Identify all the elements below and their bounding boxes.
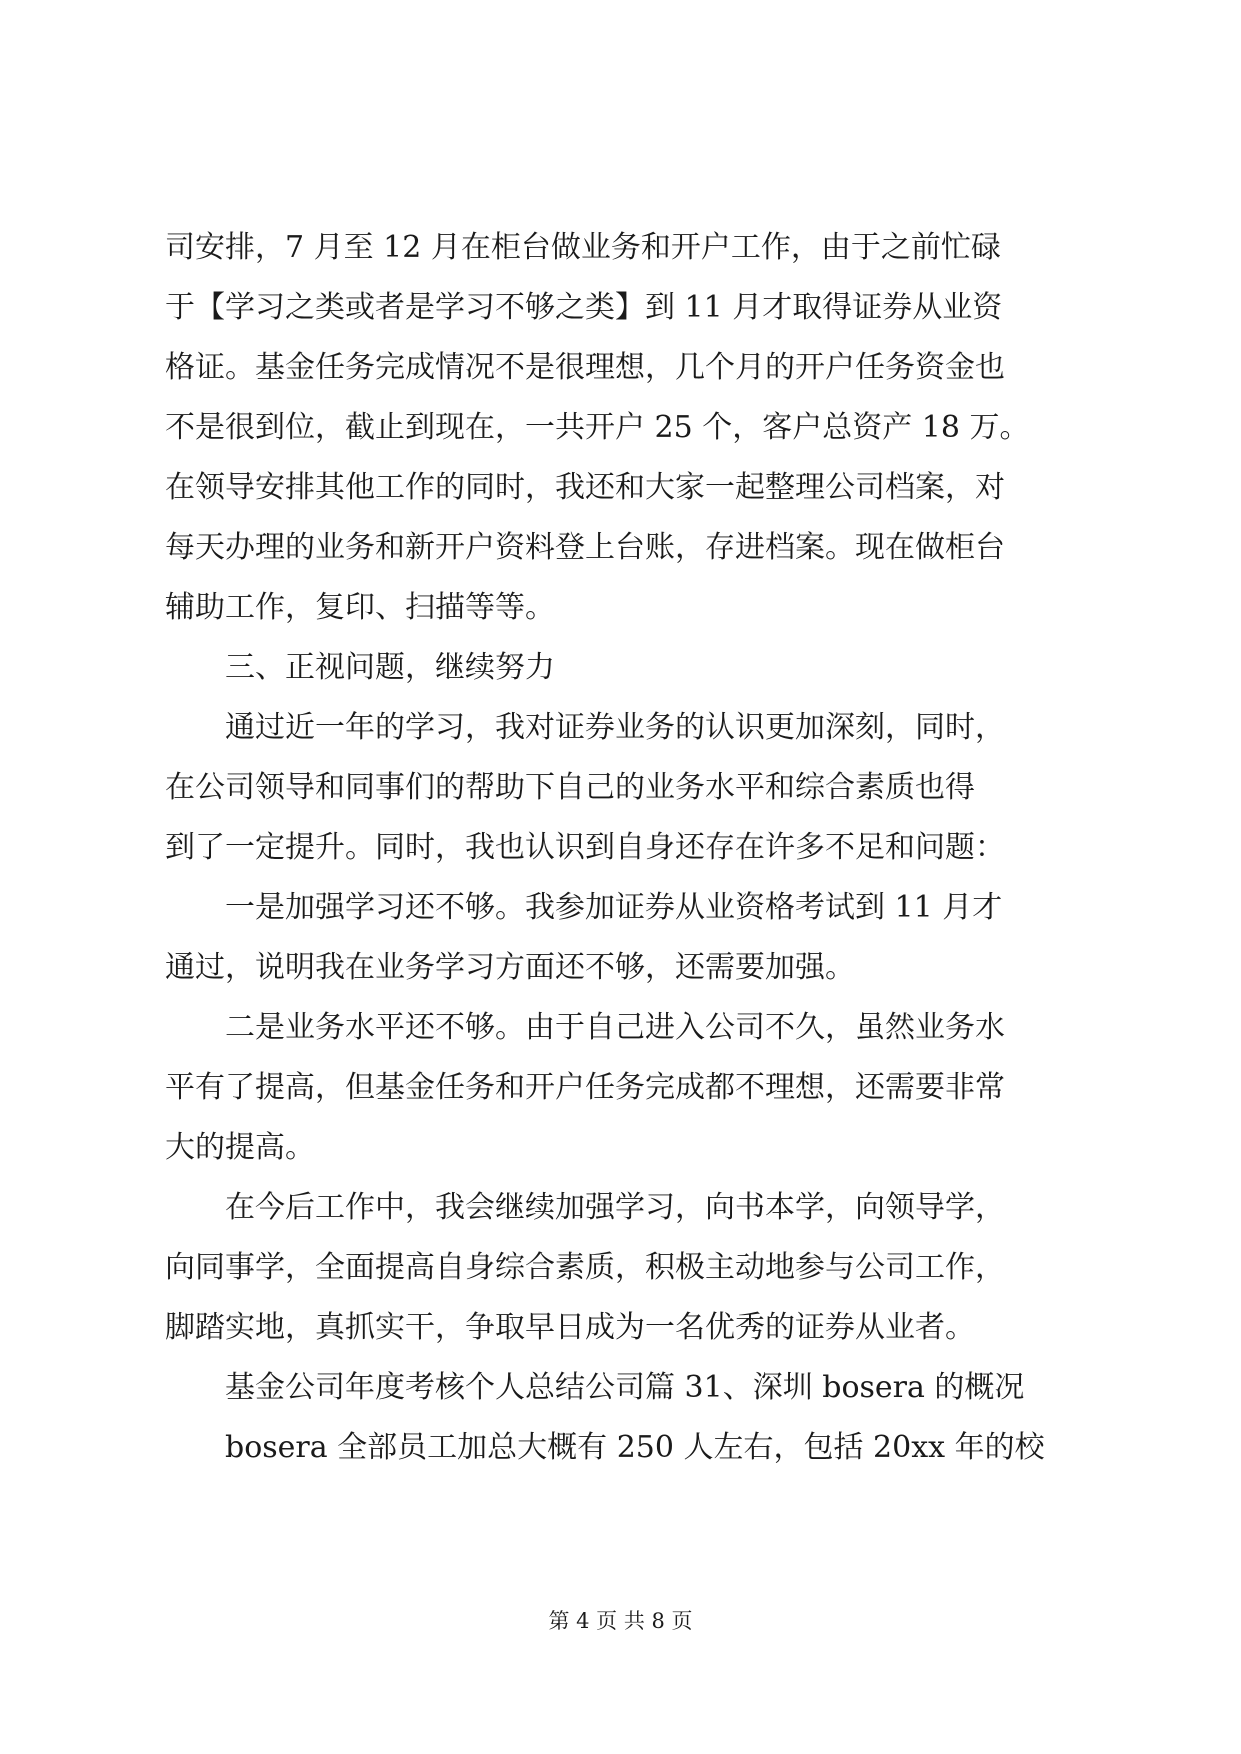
text-line: 在今后工作中，我会继续加强学习，向书本学，向领导学， [165, 1190, 1005, 1225]
text-line: 于【学习之类或者是学习不够之类】到 11 月才取得证券从业资 [165, 290, 1003, 325]
text-line: 司安排，7 月至 12 月在柜台做业务和开户工作，由于之前忙碌 [165, 230, 1001, 265]
page-footer: 第 4 页 共 8 页 [548, 1609, 693, 1633]
text-line: 平有了提高，但基金任务和开户任务完成都不理想，还需要非常 [165, 1070, 1005, 1105]
text-line: 一是加强学习还不够。我参加证券从业资格考试到 11 月才 [165, 890, 1003, 925]
text-line: 脚踏实地，真抓实干，争取早日成为一名优秀的证券从业者。 [165, 1310, 975, 1345]
text-line: 格证。基金任务完成情况不是很理想，几个月的开户任务资金也 [165, 350, 1005, 385]
text-line: 大的提高。 [165, 1130, 315, 1165]
text-line: 通过，说明我在业务学习方面还不够，还需要加强。 [165, 950, 855, 985]
section-heading: 三、正视问题，继续努力 [165, 650, 555, 685]
text-line: 在公司领导和同事们的帮助下自己的业务水平和综合素质也得 [165, 770, 975, 805]
text-line: 通过近一年的学习，我对证券业务的认识更加深刻，同时， [165, 710, 1005, 745]
text-line: 到了一定提升。同时，我也认识到自身还存在许多不足和问题： [165, 830, 1005, 865]
text-line: 基金公司年度考核个人总结公司篇 31、深圳 bosera 的概况 [165, 1370, 1025, 1405]
text-line: 二是业务水平还不够。由于自己进入公司不久，虽然业务水 [165, 1010, 1005, 1045]
text-line: 向同事学，全面提高自身综合素质，积极主动地参与公司工作， [165, 1250, 1005, 1285]
text-line: 不是很到位，截止到现在，一共开户 25 个，客户总资产 18 万。 [165, 410, 1030, 445]
text-line: bosera 全部员工加总大概有 250 人左右，包括 20xx 年的校 [165, 1430, 1045, 1465]
text-line: 辅助工作，复印、扫描等等。 [165, 590, 555, 625]
text-line: 在领导安排其他工作的同时，我还和大家一起整理公司档案，对 [165, 470, 1005, 505]
text-line: 每天办理的业务和新开户资料登上台账，存进档案。现在做柜台 [165, 530, 1005, 565]
